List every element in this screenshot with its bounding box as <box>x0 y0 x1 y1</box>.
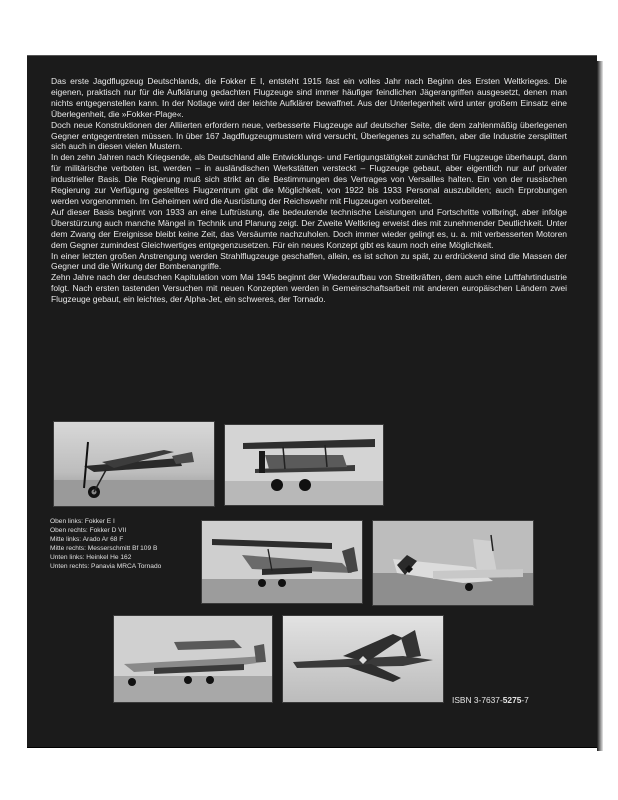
photo-arado-ar-68-f <box>201 520 363 604</box>
caption-top-right: Oben rechts: Fokker D VII <box>50 526 127 534</box>
caption-middle-right: Mitte rechts: Messerschmitt Bf 109 B <box>50 544 158 552</box>
photo-messerschmitt-bf-109-b <box>372 520 534 606</box>
photo-panavia-mrca-tornado <box>282 615 444 703</box>
caption-bottom-right: Unten rechts: Panavia MRCA Tornado <box>50 562 162 570</box>
blurb-paragraph: Auf dieser Basis beginnt von 1933 an eine Luftrüstung, die bedeutende technische Leistungen und Fortschritte vollbringt, aber infolge Überstürzung auch manche Mängel in Technik und Planung zeigt. Der Zweite Weltkrieg erweist dies mit zunehmender Deutlichkeit. Unter dem Zwang der Ereignisse bleibt keine Zeit, das Versäumte nachzuholen. Doch immer wieder gelingt es, u. a. mit verbesserten Motoren dem Gegner zumindest Gleichwertiges entgegenzusetzen. Für ein neues Konzept gibt es kaum noch eine Möglichkeit. <box>51 206 567 250</box>
blurb-paragraph: Das erste Jagdflugzeug Deutschlands, die Fokker E I, entsteht 1915 fast ein volles Jahr nach Beginn des Ersten Weltkrieges. Die eigenen, praktisch nur für die Aufklärung gedachten Flugzeuge sind immer häufiger feindlichen Jägerangriffen ausgesetzt, denen man nichts entgegenstellen kann. In der Notlage wird der leichte Aufklärer bewaffnet. Aus der Unterlegenheit wird unter großem Einsatz eine Überlegenheit, die »Fokker-Plage«. <box>51 76 567 119</box>
caption-middle-left: Mitte links: Arado Ar 68 F <box>50 535 124 543</box>
caption-top-left: Oben links: Fokker E I <box>50 518 115 525</box>
caption-bottom-left: Unten links: Heinkel He 162 <box>50 553 132 561</box>
photo-heinkel-he-162 <box>113 615 273 703</box>
blurb-paragraph: In einer letzten großen Anstrengung werden Strahlflugzeuge geschaffen, allein, es ist schon zu spät, zu erdrückend sind die Massen der Gegner und die Wirkung der Bombenangriffe. <box>51 250 567 272</box>
isbn-bold-part: 5275 <box>502 695 522 705</box>
isbn-label <box>452 695 529 705</box>
blurb-paragraph: In den zehn Jahren nach Kriegsende, als Deutschland alle Entwicklungs- und Fertigungstätigkeit zunächst für Flugzeuge überhaupt, dann für militärische verboten ist, werden – in ausländischen Werkstätten versteckt – Flugzeuge gebaut, aber eigentlich nur auf privater industrieller Basis. Die Regierung muß sich strikt an die Bestimmungen des Vertrages von Versailles halten. Ein von der russischen Regierung zur Verfügung gestelltes Flugzentrum gibt die Möglichkeit, von 1922 bis 1933 Personal auszubilden; auch Erprobungen werden vorgenommen. Im Geheimen wird die Ausrüstung der Reichswehr mit Flugzeugen vorbereitet. <box>51 152 567 206</box>
isbn-suffix: -7 <box>521 695 529 705</box>
isbn-prefix: ISBN 3-7637- <box>452 695 503 705</box>
photo-captions <box>50 518 210 571</box>
photo-fokker-d-vii <box>224 424 384 506</box>
back-cover <box>27 55 597 748</box>
blurb-text <box>51 76 567 305</box>
blurb-paragraph: Zehn Jahre nach der deutschen Kapitulation vom Mai 1945 beginnt der Wiederaufbau von Streitkräften, dem auch eine Luftfahrtindustrie folgt. Nach ersten tastenden Versuchen mit neuen Konzepten werden in Gemeinschaftsarbeit mit anderen europäischen Ländern zwei Flugzeuge gebaut, ein leichtes, der Alpha-Jet, ein schweres, der Tornado. <box>51 272 567 305</box>
blurb-paragraph: Doch neue Konstruktionen der Alliierten erfordern neue, verbesserte Flugzeuge auf deutscher Seite, die dem zahlenmäßig überlegenen Gegner entgegentreten müssen. In über 167 Jagdflugzeugmustern wird versucht, Überlegenes zu schaffen, aber die Industrie zersplittert sich auch in diesen vielen Mustern. <box>51 119 567 152</box>
photo-fokker-e-i <box>53 421 215 507</box>
